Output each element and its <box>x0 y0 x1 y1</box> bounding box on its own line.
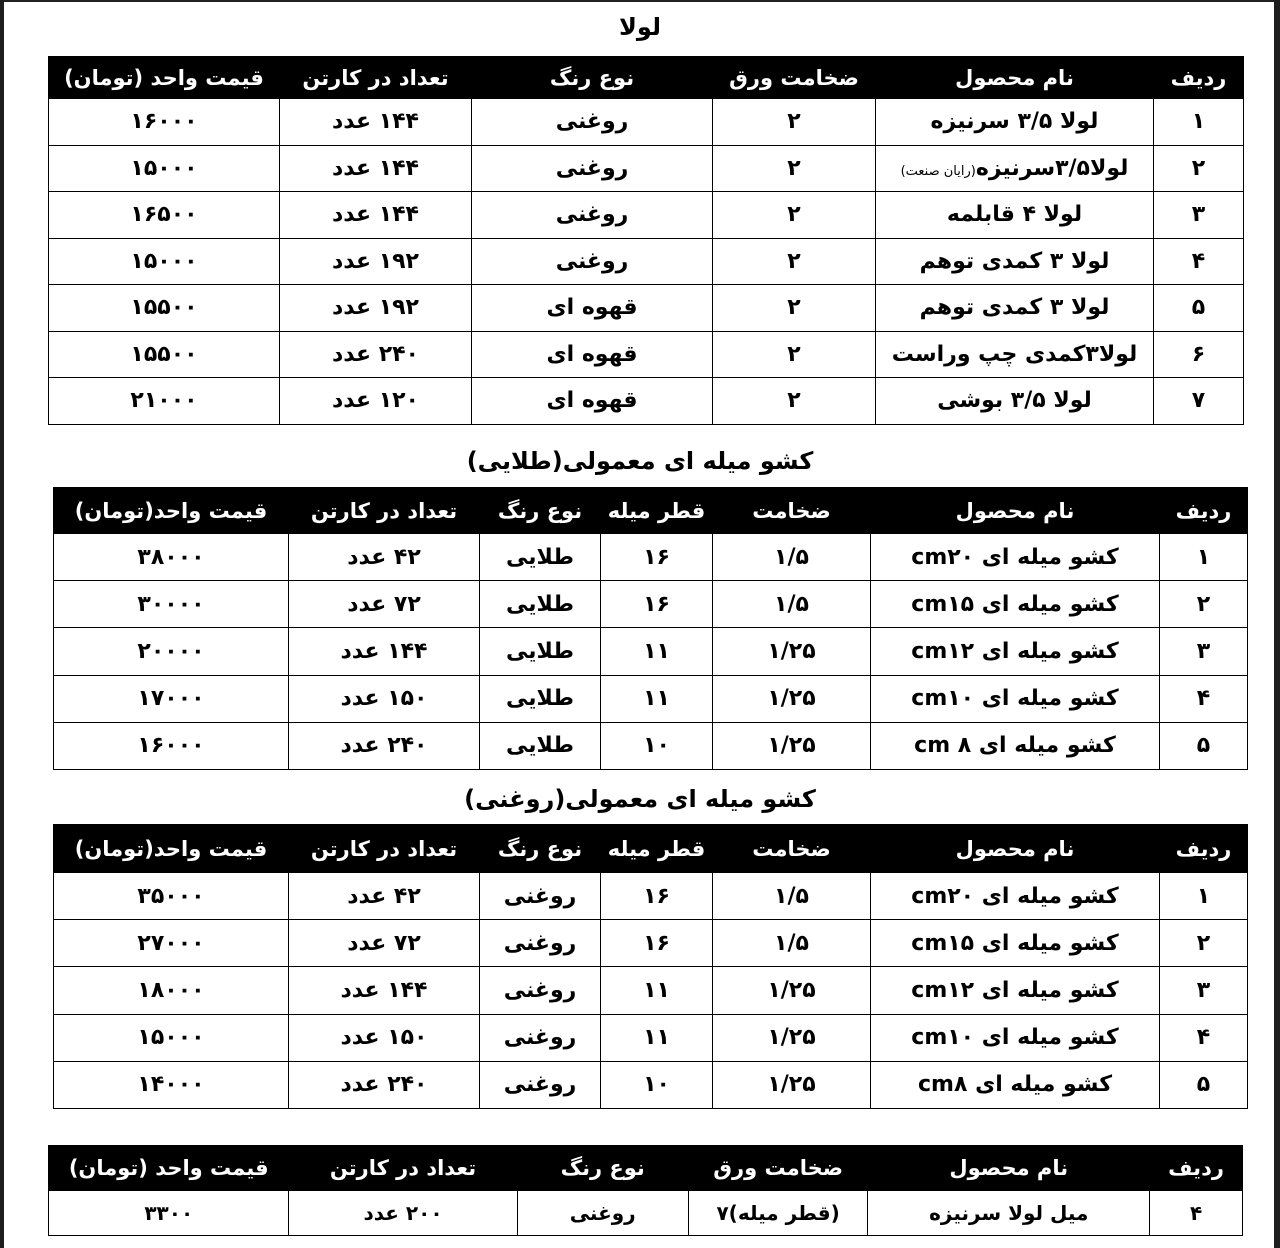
cell-color-type <box>472 331 713 378</box>
table-row <box>49 285 1244 332</box>
qty-per-carton-text: ۱۵۰ عدد <box>340 1025 428 1051</box>
row-number-text: ۱ <box>1191 109 1206 135</box>
table-row <box>54 581 1248 628</box>
cell-product-name <box>871 1014 1160 1061</box>
cell-qty-per-carton <box>289 1014 480 1061</box>
table-row <box>54 534 1248 581</box>
product-name-text: کشو میله ای cm۲۰ <box>911 544 1119 570</box>
col-header-qty-per-carton: تعداد در کارتن <box>289 1146 517 1191</box>
qty-per-carton-text: ۲۴۰ عدد <box>340 1072 428 1098</box>
qty-per-carton-text: ۱۴۴ عدد <box>340 977 428 1003</box>
cell-unit-price <box>49 331 280 378</box>
qty-per-carton-text: ۱۵۰ عدد <box>340 686 428 712</box>
thickness-text: ۲ <box>787 109 801 135</box>
section2-title: کشو میله ای معمولی(طلایی) <box>466 447 814 475</box>
rod-diameter-text: ۱۱ <box>643 977 670 1003</box>
cell-rod-diameter <box>601 675 713 722</box>
cell-thickness <box>688 1191 868 1236</box>
row-number-text: ۲ <box>1196 930 1211 956</box>
unit-price-text: ۱۷۰۰۰ <box>137 686 205 712</box>
thickness-text: ۱/۲۵ <box>767 686 816 712</box>
unit-price-text: ۱۸۰۰۰ <box>137 977 205 1003</box>
cell-qty-per-carton <box>289 1061 480 1108</box>
cell-product-name <box>871 675 1160 722</box>
cell-color-type <box>480 920 601 967</box>
qty-per-carton-text: ۱۹۲ عدد <box>332 248 419 274</box>
qty-per-carton-text: ۱۲۰ عدد <box>332 388 419 414</box>
cell-color-type <box>480 581 601 628</box>
cell-rod-diameter <box>601 920 713 967</box>
cell-row-number <box>1154 99 1244 146</box>
cell-unit-price <box>49 99 280 146</box>
cell-color-type <box>472 145 713 192</box>
unit-price-text: ۱۵۰۰۰ <box>137 1025 205 1051</box>
thickness-text: ۲ <box>787 202 801 228</box>
unit-price-text: ۱۶۰۰۰ <box>130 109 198 135</box>
row-number-text: ۷ <box>1191 388 1206 414</box>
cell-thickness <box>713 285 876 332</box>
col-header-unit-price: قیمت واحد(تومان) <box>54 825 289 873</box>
rod-diameter-text: ۱۱ <box>643 1025 670 1051</box>
thickness-text: (قطر میله)۷ <box>716 1201 840 1225</box>
cell-thickness <box>713 920 871 967</box>
cell-thickness <box>713 581 871 628</box>
row-number-text: ۵ <box>1196 1072 1211 1098</box>
cell-product-name <box>876 99 1154 146</box>
col-header-product-name: نام محصول <box>871 825 1160 873</box>
thickness-text: ۲ <box>787 341 801 367</box>
rod-diameter-text: ۱۶ <box>643 930 670 956</box>
cell-product-name <box>876 331 1154 378</box>
cell-qty-per-carton <box>289 722 480 769</box>
cell-qty-per-carton <box>280 285 472 332</box>
color-type-text: روغنی <box>555 109 629 135</box>
color-type-text: طلایی <box>506 544 574 570</box>
product-name-text: کشو میله ای cm۸ <box>918 1072 1112 1098</box>
cell-thickness <box>713 331 876 378</box>
color-type-text: قهوه ای <box>546 341 638 367</box>
cell-rod-diameter <box>601 722 713 769</box>
unit-price-text: ۲۰۰۰۰ <box>137 638 205 664</box>
table-row <box>54 722 1248 769</box>
table-header-row <box>49 1146 1243 1191</box>
cell-color-type <box>472 378 713 425</box>
col-header-row-number: ردیف <box>1150 1146 1243 1191</box>
product-name-text: کشو میله ای cm۱۰ <box>911 686 1119 712</box>
product-name-text: لولا ۳/۵ بوشی <box>937 388 1092 414</box>
rod-diameter-text: ۱۰ <box>643 1072 670 1098</box>
product-name-text: کشو میله ای cm۱۲ <box>911 977 1119 1003</box>
color-type-text: روغنی <box>555 155 629 181</box>
unit-price-text: ۱۵۵۰۰ <box>130 295 198 321</box>
product-name-text: لولا۳کمدی چپ وراست <box>891 341 1138 367</box>
table-row <box>49 378 1244 425</box>
col-header-row-number: ردیف <box>1160 488 1248 534</box>
thickness-text: ۱/۲۵ <box>767 1072 816 1098</box>
rod-diameter-text: ۱۱ <box>643 686 670 712</box>
unit-price-text: ۳۸۰۰۰ <box>137 544 205 570</box>
cell-color-type <box>480 967 601 1014</box>
color-type-text: قهوه ای <box>546 295 638 321</box>
table-row <box>54 920 1248 967</box>
table-row <box>54 1014 1248 1061</box>
color-type-text: طلایی <box>506 686 574 712</box>
product-name-text: لولا ۳/۵ سرنیزه <box>930 109 1099 135</box>
cell-thickness <box>713 99 876 146</box>
product-name-text: لولا ۳ کمدی توهم <box>919 248 1110 274</box>
thickness-text: ۱/۵ <box>774 930 809 956</box>
cell-product-name <box>871 967 1160 1014</box>
thickness-text: ۲ <box>787 388 801 414</box>
cell-color-type <box>480 534 601 581</box>
product-name-text: لولا ۴ قابلمه <box>946 202 1083 228</box>
cell-product-name <box>871 581 1160 628</box>
table-row <box>49 1191 1243 1236</box>
cell-row-number <box>1160 628 1248 675</box>
cell-thickness <box>713 722 871 769</box>
product-name-text: کشو میله ای cm۱۰ <box>911 1025 1119 1051</box>
row-number-text: ۳ <box>1196 638 1211 664</box>
cell-product-name <box>876 378 1154 425</box>
col-header-color-type: نوع رنگ <box>472 57 713 99</box>
cell-qty-per-carton <box>289 967 480 1014</box>
col-header-unit-price: قیمت واحد (تومان) <box>49 1146 289 1191</box>
cell-unit-price <box>49 238 280 285</box>
thickness-text: ۲ <box>787 248 801 274</box>
col-header-sheet-thickness: ضخامت ورق <box>688 1146 868 1191</box>
rod-diameter-text: ۱۰ <box>643 733 670 759</box>
cell-product-name <box>876 238 1154 285</box>
cell-row-number <box>1160 534 1248 581</box>
col-header-color-type: نوع رنگ <box>480 488 601 534</box>
color-type-text: روغنی <box>503 1025 577 1051</box>
thickness-text: ۱/۵ <box>774 591 809 617</box>
cell-unit-price <box>54 873 289 920</box>
thickness-text: ۱/۲۵ <box>767 977 816 1003</box>
cell-product-name <box>871 920 1160 967</box>
cell-qty-per-carton <box>289 581 480 628</box>
qty-per-carton-text: ۱۹۲ عدد <box>332 295 419 321</box>
cell-color-type <box>472 192 713 239</box>
cell-row-number <box>1154 238 1244 285</box>
row-number-text: ۳ <box>1191 202 1206 228</box>
cell-color-type <box>472 285 713 332</box>
col-header-row-number: ردیف <box>1154 57 1244 99</box>
row-number-text: ۴ <box>1196 686 1211 712</box>
cell-unit-price <box>54 534 289 581</box>
cell-unit-price <box>54 1014 289 1061</box>
cell-unit-price <box>49 192 280 239</box>
thickness-text: ۲ <box>787 155 801 181</box>
cell-unit-price <box>54 1061 289 1108</box>
qty-per-carton-text: ۱۴۴ عدد <box>332 109 419 135</box>
cell-qty-per-carton <box>289 628 480 675</box>
cell-qty-per-carton <box>280 192 472 239</box>
product-name-text: کشو میله ای cm۲۰ <box>911 883 1119 909</box>
color-type-text: قهوه ای <box>546 388 638 414</box>
unit-price-text: ۱۶۵۰۰ <box>130 202 198 228</box>
product-name-text: لولا ۳ کمدی توهم <box>919 295 1110 321</box>
rod-diameter-text: ۱۶ <box>643 883 670 909</box>
cell-product-name <box>876 145 1154 192</box>
cell-row-number <box>1160 675 1248 722</box>
table-row <box>49 238 1244 285</box>
table-row <box>49 192 1244 239</box>
cell-qty-per-carton <box>289 1191 517 1236</box>
cell-rod-diameter <box>601 967 713 1014</box>
color-type-text: روغنی <box>555 248 629 274</box>
cell-product-name <box>868 1191 1150 1236</box>
thickness-text: ۱/۲۵ <box>767 733 816 759</box>
table-row <box>54 628 1248 675</box>
row-number-text: ۵ <box>1196 733 1211 759</box>
cell-product-name <box>871 534 1160 581</box>
cell-qty-per-carton <box>280 378 472 425</box>
product-name-text: میل لولا سرنیزه <box>929 1201 1089 1225</box>
cell-product-name <box>871 628 1160 675</box>
cell-qty-per-carton <box>289 534 480 581</box>
cell-thickness <box>713 628 871 675</box>
section1-title: لولا <box>619 13 661 41</box>
cell-unit-price <box>54 722 289 769</box>
qty-per-carton-text: ۱۴۴ عدد <box>332 155 419 181</box>
product-name-text: کشو میله ای cm۱۵ <box>911 930 1119 956</box>
product-name-text: کشو میله ای cm۱۵ <box>911 591 1119 617</box>
qty-per-carton-text: ۷۲ عدد <box>347 930 421 956</box>
row-number-text: ۵ <box>1191 295 1206 321</box>
color-type-text: روغنی <box>569 1201 636 1225</box>
cell-qty-per-carton <box>280 145 472 192</box>
table-row <box>49 331 1244 378</box>
unit-price-text: ۱۴۰۰۰ <box>137 1072 205 1098</box>
col-header-color-type: نوع رنگ <box>480 825 601 873</box>
product-name-text: کشو میله ای ۸ cm <box>914 733 1116 759</box>
qty-per-carton-text: ۴۲ عدد <box>347 544 421 570</box>
cell-row-number <box>1160 581 1248 628</box>
cell-rod-diameter <box>601 581 713 628</box>
col-header-unit-price: قیمت واحد (تومان) <box>49 57 280 99</box>
unit-price-text: ۳۵۰۰۰ <box>137 883 205 909</box>
col-header-rod-diameter: قطر میله <box>601 488 713 534</box>
qty-per-carton-text: ۴۲ عدد <box>347 883 421 909</box>
cell-unit-price <box>54 920 289 967</box>
col-header-row-number: ردیف <box>1160 825 1248 873</box>
cell-row-number <box>1160 1061 1248 1108</box>
row-number-text: ۴ <box>1189 1201 1203 1225</box>
qty-per-carton-text: ۲۴۰ عدد <box>340 733 428 759</box>
cell-row-number <box>1160 967 1248 1014</box>
section3-title: کشو میله ای معمولی(روغنی) <box>464 785 816 813</box>
drawer-slide-golden-table <box>53 487 1248 770</box>
thickness-text: ۱/۵ <box>774 544 809 570</box>
cell-row-number <box>1160 1014 1248 1061</box>
cell-thickness <box>713 192 876 239</box>
row-number-text: ۴ <box>1196 1025 1211 1051</box>
drawer-slide-oily-table <box>53 824 1248 1109</box>
color-type-text: روغنی <box>503 1072 577 1098</box>
unit-price-text: ۳۰۰۰۰ <box>137 591 205 617</box>
row-number-text: ۲ <box>1196 591 1211 617</box>
cell-product-name <box>871 1061 1160 1108</box>
cell-thickness <box>713 675 871 722</box>
cell-thickness <box>713 534 871 581</box>
cell-unit-price <box>49 378 280 425</box>
cell-qty-per-carton <box>280 99 472 146</box>
unit-price-text: ۱۵۰۰۰ <box>130 155 198 181</box>
cell-qty-per-carton <box>289 873 480 920</box>
cell-color-type <box>480 628 601 675</box>
cell-rod-diameter <box>601 1014 713 1061</box>
cell-row-number <box>1154 378 1244 425</box>
col-header-qty-per-carton: تعداد در کارتن <box>289 488 480 534</box>
unit-price-text: ۲۷۰۰۰ <box>137 930 205 956</box>
cell-thickness <box>713 145 876 192</box>
row-number-text: ۳ <box>1196 977 1211 1003</box>
cell-product-name <box>871 873 1160 920</box>
table-header-row <box>49 57 1244 99</box>
frame-left-border <box>0 0 4 1248</box>
col-header-thickness: ضخامت <box>713 488 871 534</box>
color-type-text: روغنی <box>555 202 629 228</box>
row-number-text: ۶ <box>1191 341 1206 367</box>
table-row <box>49 99 1244 146</box>
qty-per-carton-text: ۱۴۴ عدد <box>332 202 419 228</box>
cell-row-number <box>1160 722 1248 769</box>
cell-row-number <box>1154 145 1244 192</box>
cell-qty-per-carton <box>289 675 480 722</box>
row-number-text: ۱ <box>1196 544 1211 570</box>
color-type-text: طلایی <box>506 591 574 617</box>
thickness-text: ۲ <box>787 295 801 321</box>
unit-price-text: ۲۱۰۰۰ <box>130 388 198 414</box>
col-header-thickness: ضخامت <box>713 825 871 873</box>
cell-unit-price <box>49 145 280 192</box>
cell-unit-price <box>49 1191 289 1236</box>
cell-product-name <box>871 722 1160 769</box>
cell-row-number <box>1160 873 1248 920</box>
product-name-text: کشو میله ای cm۱۲ <box>911 638 1119 664</box>
cell-thickness <box>713 378 876 425</box>
col-header-rod-diameter: قطر میله <box>601 825 713 873</box>
cell-color-type <box>472 238 713 285</box>
table-row <box>49 145 1244 192</box>
table-header-row <box>54 488 1248 534</box>
unit-price-text: ۳۳۰۰ <box>144 1201 194 1225</box>
rod-diameter-text: ۱۶ <box>643 544 670 570</box>
product-name-note: (رایان صنعت) <box>900 163 976 179</box>
unit-price-text: ۱۵۵۰۰ <box>130 341 198 367</box>
thickness-text: ۱/۵ <box>774 883 809 909</box>
qty-per-carton-text: ۷۲ عدد <box>347 591 421 617</box>
cell-product-name <box>876 192 1154 239</box>
cell-unit-price <box>54 675 289 722</box>
cell-product-name <box>876 285 1154 332</box>
color-type-text: روغنی <box>503 883 577 909</box>
thickness-text: ۱/۲۵ <box>767 638 816 664</box>
col-header-unit-price: قیمت واحد(تومان) <box>54 488 289 534</box>
col-header-color-type: نوع رنگ <box>517 1146 688 1191</box>
qty-per-carton-text: ۲۴۰ عدد <box>332 341 419 367</box>
cell-row-number <box>1154 192 1244 239</box>
cell-color-type <box>480 1061 601 1108</box>
cell-color-type <box>480 873 601 920</box>
color-type-text: طلایی <box>506 733 574 759</box>
color-type-text: طلایی <box>506 638 574 664</box>
cell-thickness <box>713 1014 871 1061</box>
cell-qty-per-carton <box>280 238 472 285</box>
unit-price-text: ۱۶۰۰۰ <box>137 733 205 759</box>
frame-top-border <box>0 0 1280 2</box>
cell-thickness <box>713 1061 871 1108</box>
cell-rod-diameter <box>601 873 713 920</box>
cell-qty-per-carton <box>280 331 472 378</box>
product-name-text: لولا۳/۵سرنیزه <box>975 155 1129 181</box>
table-row <box>54 967 1248 1014</box>
cell-color-type <box>517 1191 688 1236</box>
hinge-table <box>48 56 1244 425</box>
frame-right-border <box>1274 0 1280 1248</box>
col-header-qty-per-carton: تعداد در کارتن <box>280 57 472 99</box>
unit-price-text: ۱۵۰۰۰ <box>130 248 198 274</box>
table-row <box>54 675 1248 722</box>
color-type-text: روغنی <box>503 977 577 1003</box>
rod-diameter-text: ۱۶ <box>643 591 670 617</box>
table-row <box>54 1061 1248 1108</box>
cell-qty-per-carton <box>289 920 480 967</box>
cell-unit-price <box>54 581 289 628</box>
col-header-product-name: نام محصول <box>868 1146 1150 1191</box>
cell-rod-diameter <box>601 628 713 675</box>
color-type-text: روغنی <box>503 930 577 956</box>
col-header-product-name: نام محصول <box>871 488 1160 534</box>
hinge-pin-table <box>48 1145 1243 1236</box>
cell-row-number <box>1154 285 1244 332</box>
cell-thickness <box>713 873 871 920</box>
cell-thickness <box>713 238 876 285</box>
cell-unit-price <box>49 285 280 332</box>
cell-color-type <box>480 722 601 769</box>
col-header-qty-per-carton: تعداد در کارتن <box>289 825 480 873</box>
cell-color-type <box>472 99 713 146</box>
table-header-row <box>54 825 1248 873</box>
cell-row-number <box>1160 920 1248 967</box>
row-number-text: ۴ <box>1191 248 1206 274</box>
cell-unit-price <box>54 967 289 1014</box>
cell-color-type <box>480 675 601 722</box>
cell-thickness <box>713 967 871 1014</box>
cell-rod-diameter <box>601 534 713 581</box>
row-number-text: ۲ <box>1191 155 1206 181</box>
thickness-text: ۱/۲۵ <box>767 1025 816 1051</box>
rod-diameter-text: ۱۱ <box>643 638 670 664</box>
cell-row-number <box>1154 331 1244 378</box>
cell-row-number <box>1150 1191 1243 1236</box>
table-row <box>54 873 1248 920</box>
row-number-text: ۱ <box>1196 883 1211 909</box>
qty-per-carton-text: ۲۰۰ عدد <box>363 1201 443 1225</box>
cell-unit-price <box>54 628 289 675</box>
cell-rod-diameter <box>601 1061 713 1108</box>
col-header-sheet-thickness: ضخامت ورق <box>713 57 876 99</box>
col-header-product-name: نام محصول <box>876 57 1154 99</box>
cell-color-type <box>480 1014 601 1061</box>
qty-per-carton-text: ۱۴۴ عدد <box>340 638 428 664</box>
